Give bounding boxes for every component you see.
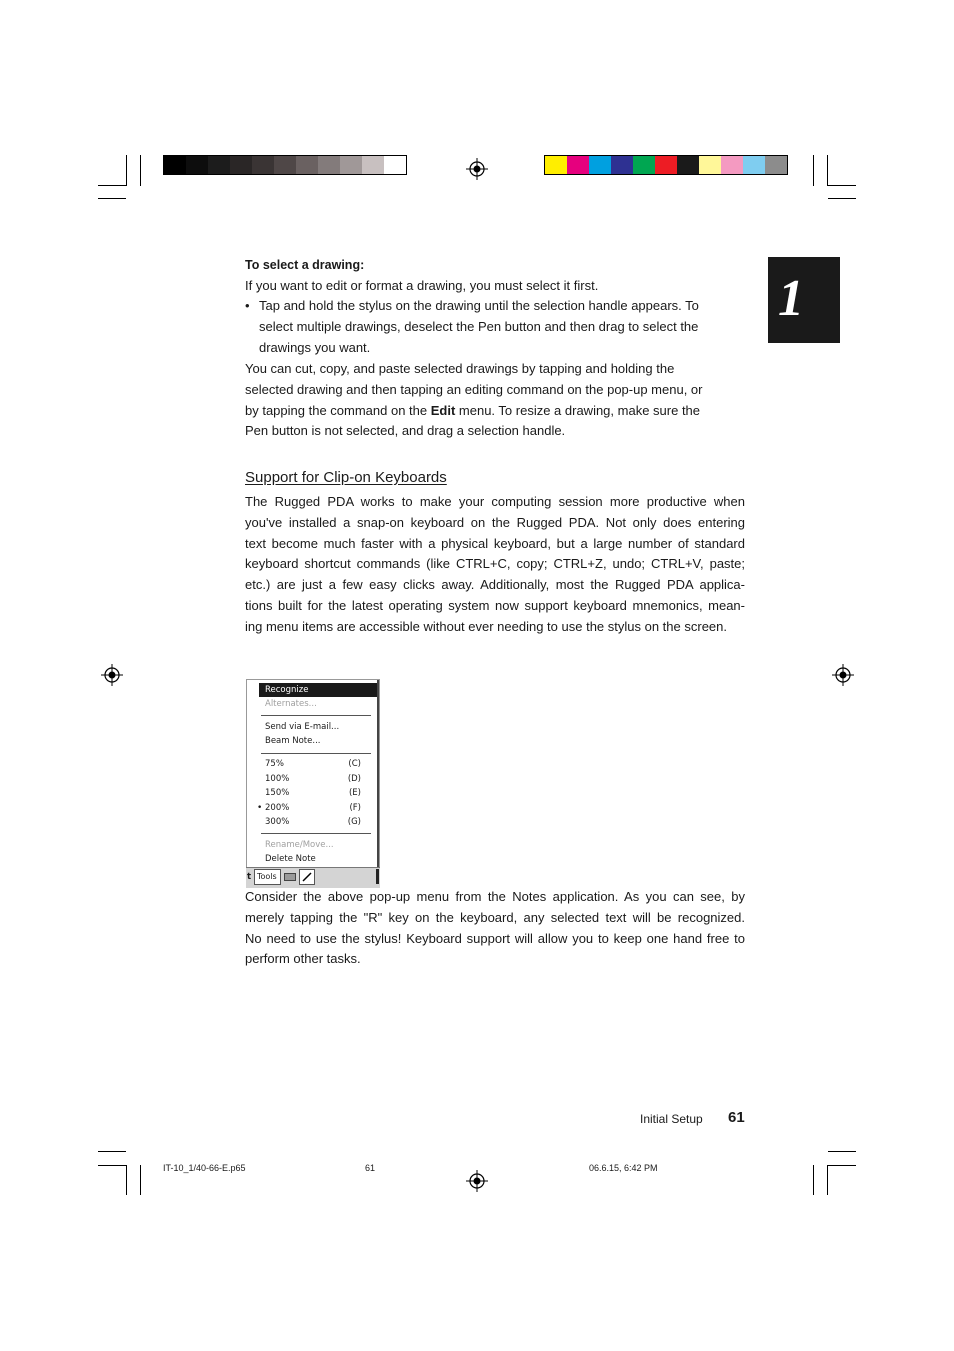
- zoom-label: 300%: [265, 817, 290, 827]
- paragraph-line: Pen button is not selected, and drag a selection handle.: [245, 423, 566, 439]
- slug-date: 06.6.15, 6:42 PM: [589, 1163, 658, 1173]
- paragraph-line: You can cut, copy, and paste selected drawings by tapping and holding the: [245, 361, 675, 376]
- bullet-marker: •: [245, 298, 250, 313]
- edit-menu-name: Edit: [430, 402, 456, 418]
- crop-mark: [126, 155, 127, 186]
- menu-item-zoom[interactable]: [265, 773, 375, 786]
- gray-ramp-bar: [163, 155, 407, 175]
- paragraph-line: [245, 401, 745, 422]
- color-swatch: [296, 156, 318, 174]
- text-run: menu. To resize a drawing, make sure the: [455, 402, 701, 418]
- tools-label: Tools: [257, 872, 277, 881]
- checked-item-dot: •: [257, 803, 263, 813]
- bullet-line: Tap and hold the stylus on the drawing until the selection handle appears. To: [259, 298, 699, 313]
- color-swatch: [274, 156, 296, 174]
- color-swatch: [164, 156, 186, 174]
- zoom-label: 200%: [265, 803, 290, 813]
- color-swatch: [721, 156, 743, 174]
- pen-icon[interactable]: [299, 869, 315, 885]
- color-swatch: [765, 156, 787, 174]
- text-run: by tapping the command on the: [245, 402, 431, 418]
- color-swatch: [677, 156, 699, 174]
- crop-mark: [98, 185, 126, 186]
- zoom-shortcut: (E): [348, 788, 361, 798]
- select-drawing-heading: To select a drawing:: [245, 258, 365, 272]
- menu-item-zoom[interactable]: [265, 802, 375, 815]
- registration-mark-icon: [466, 1170, 488, 1192]
- bullet-text: [259, 296, 745, 358]
- slug-file: IT-10_1/40-66-E.p65: [163, 1163, 246, 1173]
- crop-mark: [827, 1165, 828, 1195]
- registration-mark-icon: [466, 158, 488, 180]
- menu-item-beam-note[interactable]: Beam Note...: [265, 736, 321, 746]
- paragraph-line: tions built for the latest operating system now support keyboard mnemonics, mean-: [245, 597, 745, 613]
- paragraph-line: selected drawing and then tapping an editing command on the pop-up menu, or: [245, 381, 703, 397]
- notes-popup-menu: [246, 679, 380, 887]
- select-drawing-intro: If you want to edit or format a drawing, you must select it first.: [245, 278, 599, 293]
- menu-item-zoom[interactable]: [265, 787, 375, 800]
- paragraph-line: ing menu items are accessible without ever needing to use the stylus on the screen.: [245, 618, 727, 634]
- crop-mark: [98, 1151, 126, 1152]
- paragraph-line: perform other tasks.: [245, 951, 361, 967]
- color-swatch: [384, 156, 406, 174]
- page-number: 61: [728, 1109, 745, 1126]
- clip-on-heading: Support for Clip-on Keyboards: [245, 469, 447, 486]
- color-swatch: [589, 156, 611, 174]
- zoom-label: 150%: [265, 788, 290, 798]
- crop-mark: [828, 185, 856, 186]
- color-swatch: [230, 156, 252, 174]
- registration-mark-icon: [832, 664, 854, 686]
- clip-on-paragraph: [245, 492, 745, 638]
- menu-item-rename-move[interactable]: Rename/Move...: [265, 840, 334, 850]
- bullet-line: drawings you want.: [259, 339, 371, 355]
- crop-mark: [813, 155, 814, 186]
- color-swatch: [611, 156, 633, 174]
- zoom-shortcut: (C): [348, 759, 361, 769]
- bullet-line: select multiple drawings, deselect the Pen button and then drag to select the: [259, 318, 699, 334]
- crop-mark: [98, 198, 126, 199]
- crop-mark: [140, 155, 141, 186]
- menu-item-recognize[interactable]: Recognize: [265, 685, 309, 695]
- color-swatch: [208, 156, 230, 174]
- paragraph-line: No need to use the stylus! Keyboard support will allow you to keep one hand free to: [245, 930, 745, 946]
- color-swatch: [567, 156, 589, 174]
- chapter-number: 1: [778, 270, 804, 327]
- registration-mark-icon: [101, 664, 123, 686]
- menu-separator: [261, 833, 371, 834]
- paragraph-line: etc.) are just a few easy clicks away. Additionally, most the Rugged PDA applica-: [245, 577, 745, 593]
- tools-menu-button[interactable]: [254, 869, 281, 885]
- editing-paragraph: [245, 359, 745, 442]
- paragraph-line: Consider the above pop-up menu from the Notes application. As you can see, by: [245, 889, 745, 904]
- chapter-tab: [768, 257, 840, 343]
- menu-item-zoom[interactable]: [265, 816, 375, 829]
- menu-scrollbar: [377, 680, 379, 868]
- crop-mark: [828, 198, 856, 199]
- color-swatch: [743, 156, 765, 174]
- crop-mark: [828, 1151, 856, 1152]
- color-swatch: [252, 156, 274, 174]
- paragraph-line: keyboard shortcut commands (like CTRL+C, copy; CTRL+Z, undo; CTRL+V, paste;: [245, 556, 745, 572]
- color-swatch: [340, 156, 362, 174]
- color-swatch: [655, 156, 677, 174]
- menu-item-delete-note[interactable]: Delete Note: [265, 854, 316, 864]
- menu-separator: [261, 715, 371, 716]
- process-color-bar: [544, 155, 788, 175]
- menu-item-zoom[interactable]: [265, 758, 375, 771]
- color-swatch: [633, 156, 655, 174]
- crop-mark: [828, 1165, 856, 1166]
- footer-section: Initial Setup: [640, 1112, 703, 1126]
- color-swatch: [186, 156, 208, 174]
- menu-explanation-paragraph: [245, 887, 745, 970]
- color-swatch: [545, 156, 567, 174]
- menu-separator: [261, 753, 371, 754]
- crop-mark: [813, 1165, 814, 1195]
- zoom-shortcut: (F): [349, 803, 361, 813]
- slug-page: 61: [365, 1163, 376, 1173]
- zoom-shortcut: (G): [347, 817, 361, 827]
- paragraph-line: The Rugged PDA works to make your computing session more productive when: [245, 494, 745, 509]
- menu-item-send-email[interactable]: Send via E-mail...: [265, 722, 340, 732]
- crop-mark: [126, 1165, 127, 1195]
- paragraph-line: merely tapping the "R" key on the keyboard, any selected text will be recognized.: [245, 909, 745, 925]
- color-swatch: [699, 156, 721, 174]
- crop-mark: [98, 1165, 126, 1166]
- paragraph-line: text become much faster with a physical keyboard, but a large number of standard: [245, 535, 745, 551]
- zoom-label: 75%: [265, 759, 284, 769]
- crop-mark: [827, 155, 828, 186]
- toolbar-fragment: t: [247, 872, 252, 882]
- zoom-label: 100%: [265, 774, 290, 784]
- zoom-shortcut: (D): [347, 774, 361, 784]
- crop-mark: [140, 1165, 141, 1195]
- paragraph-line: you've installed a snap-on keyboard on the Rugged PDA. Not only does entering: [245, 514, 745, 530]
- color-swatch: [362, 156, 384, 174]
- keyboard-icon[interactable]: [284, 873, 296, 881]
- color-swatch: [318, 156, 340, 174]
- menu-item-alternates[interactable]: Alternates...: [265, 699, 317, 709]
- toolbar-right-edge: [376, 869, 379, 884]
